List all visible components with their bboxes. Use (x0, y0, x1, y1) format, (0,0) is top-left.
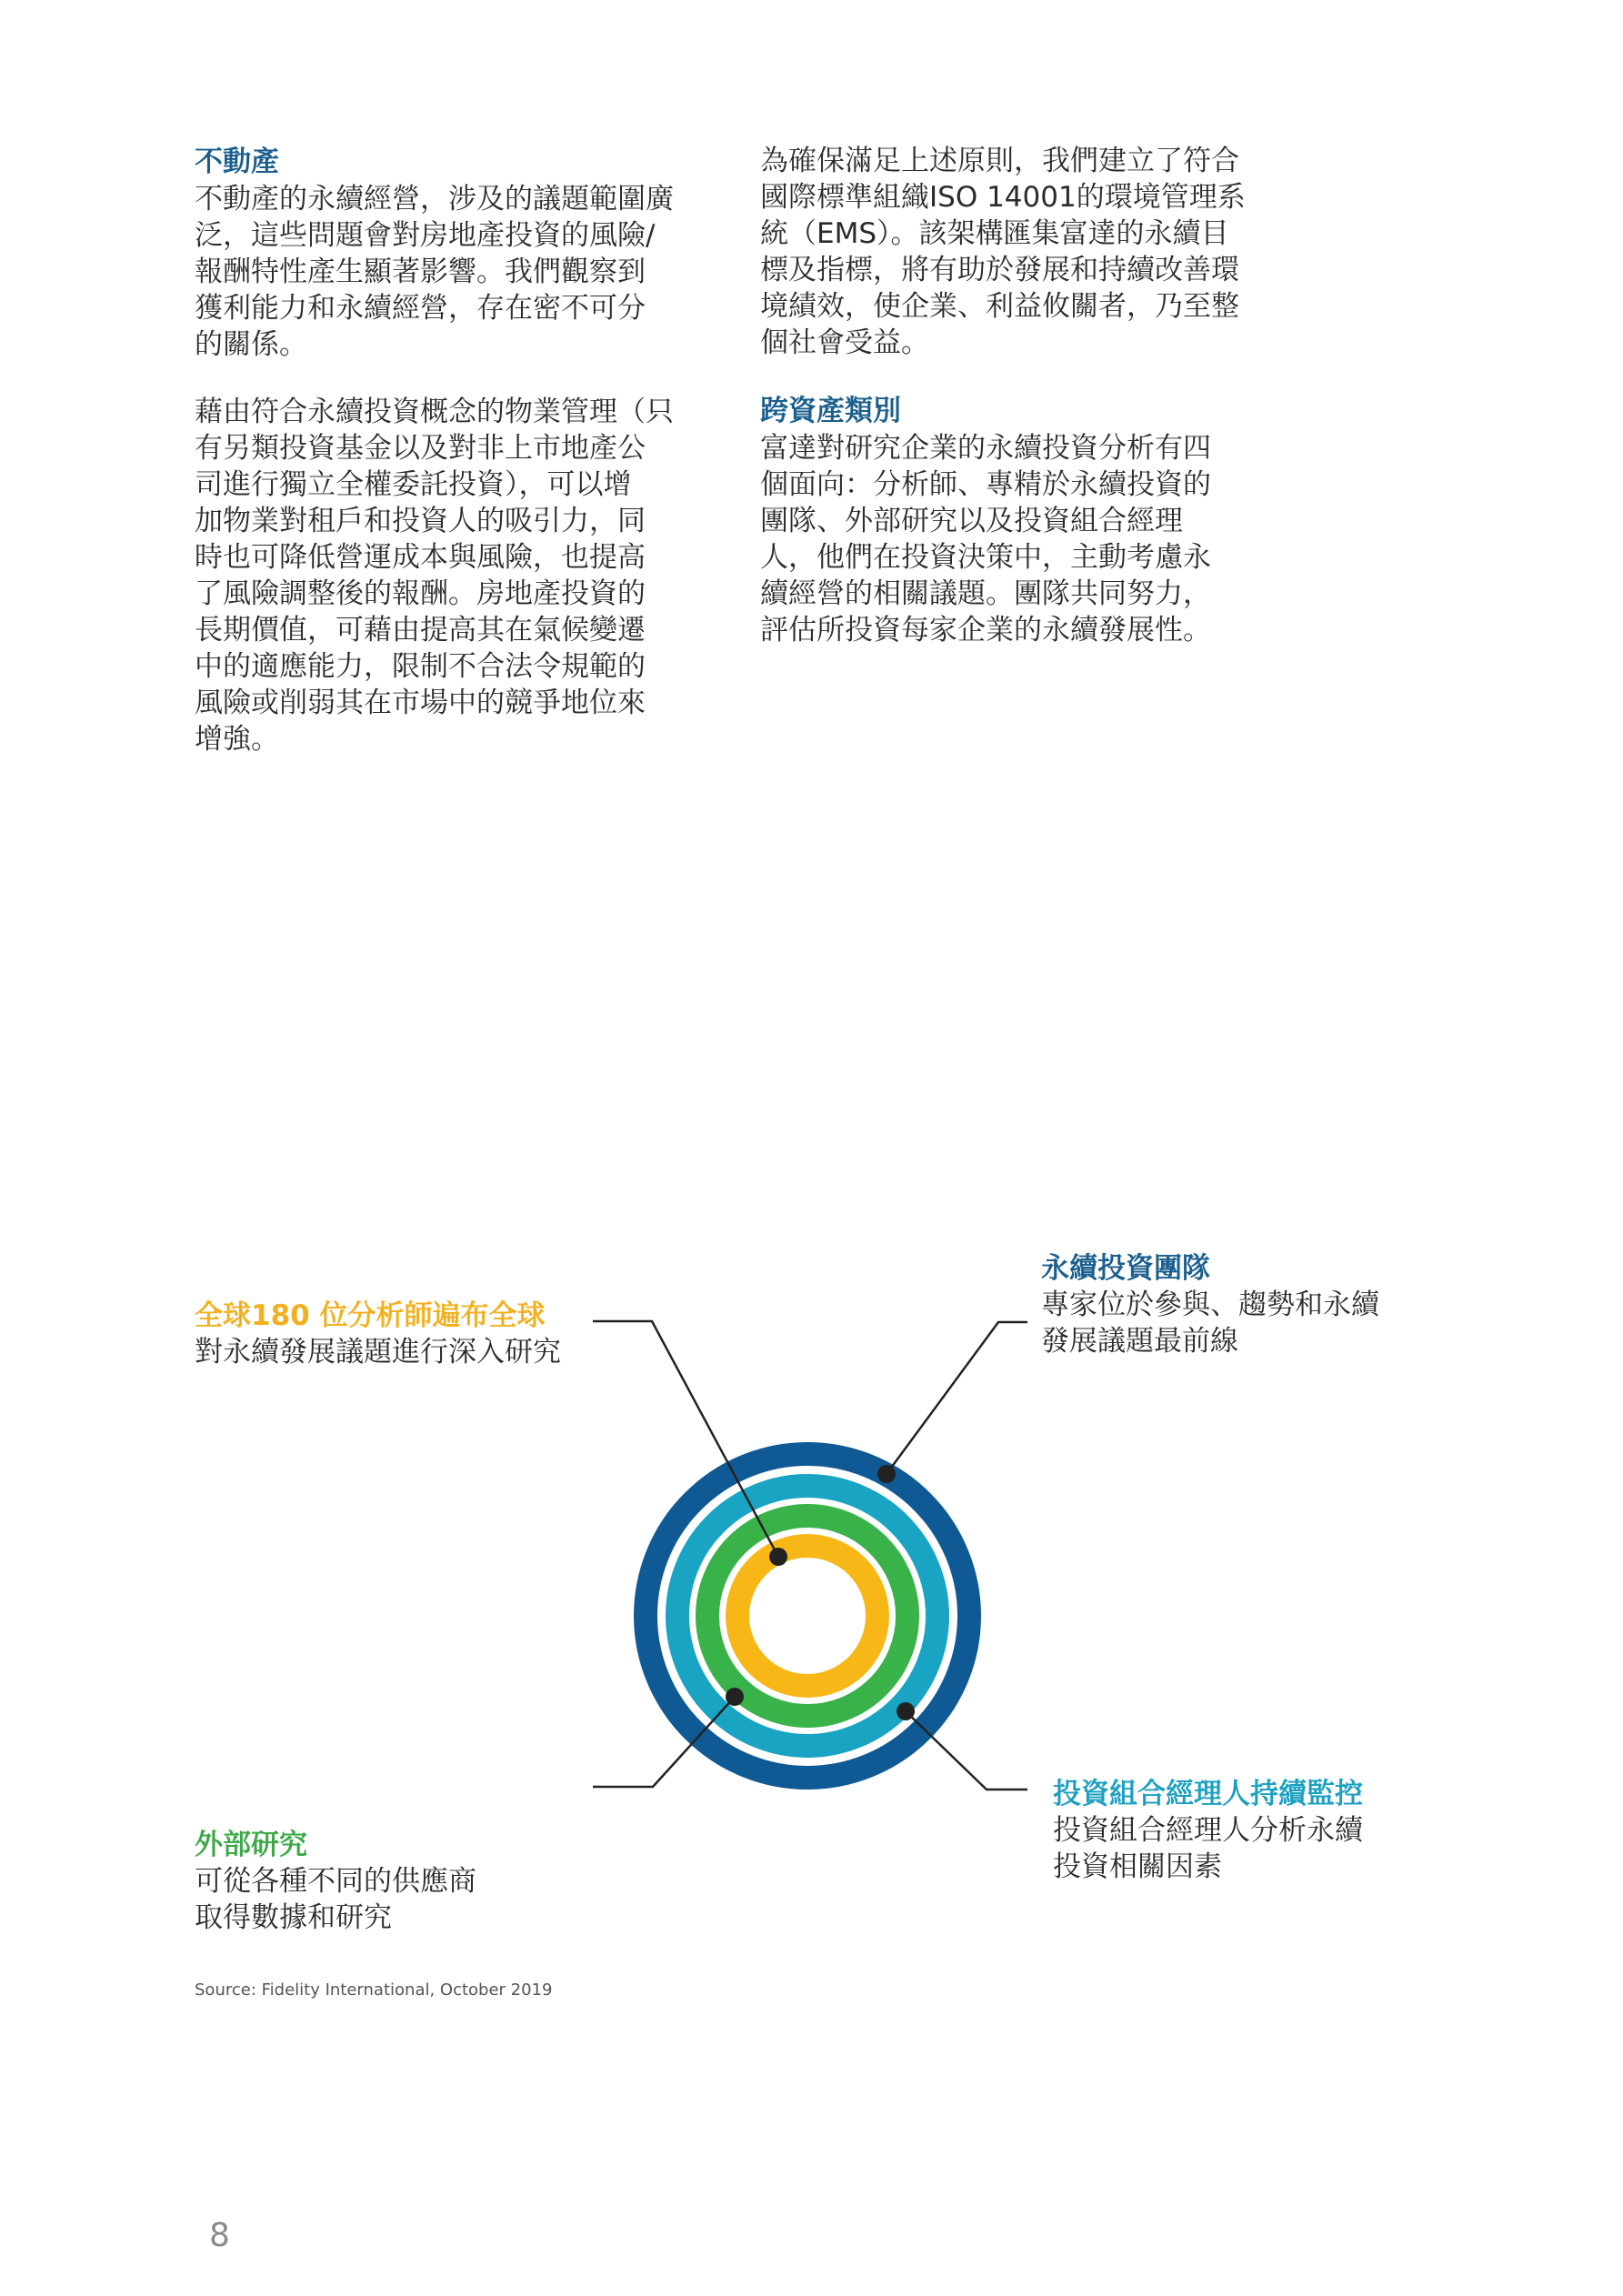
leader-line-team (887, 1322, 1027, 1474)
text-line: 有另類投資基金以及對非上市地產公 (195, 432, 646, 465)
cross-asset-heading: 跨資產類別 (760, 395, 901, 427)
text-line: 人，他們在投資決策中，主動考慮永 (760, 541, 1211, 574)
text-line: 長期價值，可藉由提高其在氣候變遷 (195, 614, 646, 647)
text-line: 個面向：分析師、專精於永續投資的 (760, 468, 1211, 501)
text-line: 評估所投資每家企業的永續發展性。 (760, 614, 1211, 647)
callout-team-text: 發展議題最前線 (1041, 1325, 1238, 1358)
text-line: 司進行獨立全權委託投資），可以增 (195, 468, 632, 501)
callout-analysts-title: 全球180 位分析師遍布全球 (195, 1299, 546, 1332)
source-note: Source: Fidelity International, October 2019 (195, 1980, 553, 2000)
text-line: 增強。 (195, 723, 279, 756)
callout-managers-title: 投資組合經理人持續監控 (1053, 1778, 1363, 1810)
leader-dot-managers (897, 1702, 915, 1720)
ring-navy (646, 1454, 969, 1778)
text-line: 獲利能力和永續經營，存在密不可分 (195, 292, 646, 325)
text-line: 了風險調整後的報酬。房地產投資的 (195, 577, 646, 610)
text-line: 報酬特性產生顯著影響。我們觀察到 (195, 256, 646, 288)
leader-dot-external (726, 1688, 744, 1706)
text-line: 的關係。 (195, 328, 307, 361)
callout-managers-text: 投資組合經理人分析永續 (1053, 1814, 1363, 1847)
text-line: 境績效，使企業、利益攸關者，乃至整 (760, 290, 1239, 323)
text-line: 標及指標，將有助於發展和持續改善環 (760, 254, 1239, 286)
callout-external-text: 可從各種不同的供應商 (195, 1865, 476, 1898)
ring-yellow (737, 1546, 877, 1686)
callout-external-text: 取得數據和研究 (195, 1901, 392, 1934)
callout-external (195, 1827, 476, 1936)
text-line: 續經營的相關議題。團隊共同努力， (760, 577, 1211, 610)
callout-team-title: 永續投資團隊 (1041, 1252, 1210, 1285)
text-line: 國際標準組織ISO 14001的環境管理系 (760, 181, 1246, 214)
callout-managers (1053, 1776, 1363, 1885)
real-estate-heading: 不動產 (195, 145, 279, 178)
leader-dot-team (877, 1465, 896, 1483)
text-line: 統（EMS）。該架構匯集富達的永續目 (760, 217, 1229, 250)
text-line: 加物業對租戶和投資人的吸引力，同 (195, 505, 646, 537)
text-line: 藉由符合永續投資概念的物業管理（只 (195, 396, 674, 428)
callout-external-title: 外部研究 (195, 1829, 307, 1861)
text-line: 時也可降低營運成本與風險，也提高 (195, 541, 646, 574)
text-line: 不動產的永續經營，涉及的議題範圍廣 (195, 183, 674, 216)
text-line: 個社會受益。 (760, 326, 929, 359)
text-line: 泛，這些問題會對房地產投資的風險/ (195, 219, 656, 252)
text-line: 中的適應能力，限制不合法令規範的 (195, 650, 646, 683)
callout-team (1041, 1250, 1379, 1359)
callout-analysts (195, 1298, 561, 1370)
callout-managers-text: 投資相關因素 (1053, 1850, 1222, 1883)
text-line: 富達對研究企業的永續投資分析有四 (760, 432, 1211, 465)
text-line: 為確保滿足上述原則，我們建立了符合 (760, 145, 1239, 177)
text-line: 風險或削弱其在市場中的競爭地位來 (195, 687, 646, 719)
leader-dot-analysts (769, 1548, 787, 1566)
page-number: 8 (209, 2217, 230, 2254)
callout-analysts-text: 對永續發展議題進行深入研究 (195, 1336, 561, 1369)
callout-team-text: 專家位於參與、趨勢和永續 (1041, 1288, 1379, 1321)
text-line: 團隊、外部研究以及投資組合經理 (760, 505, 1183, 537)
